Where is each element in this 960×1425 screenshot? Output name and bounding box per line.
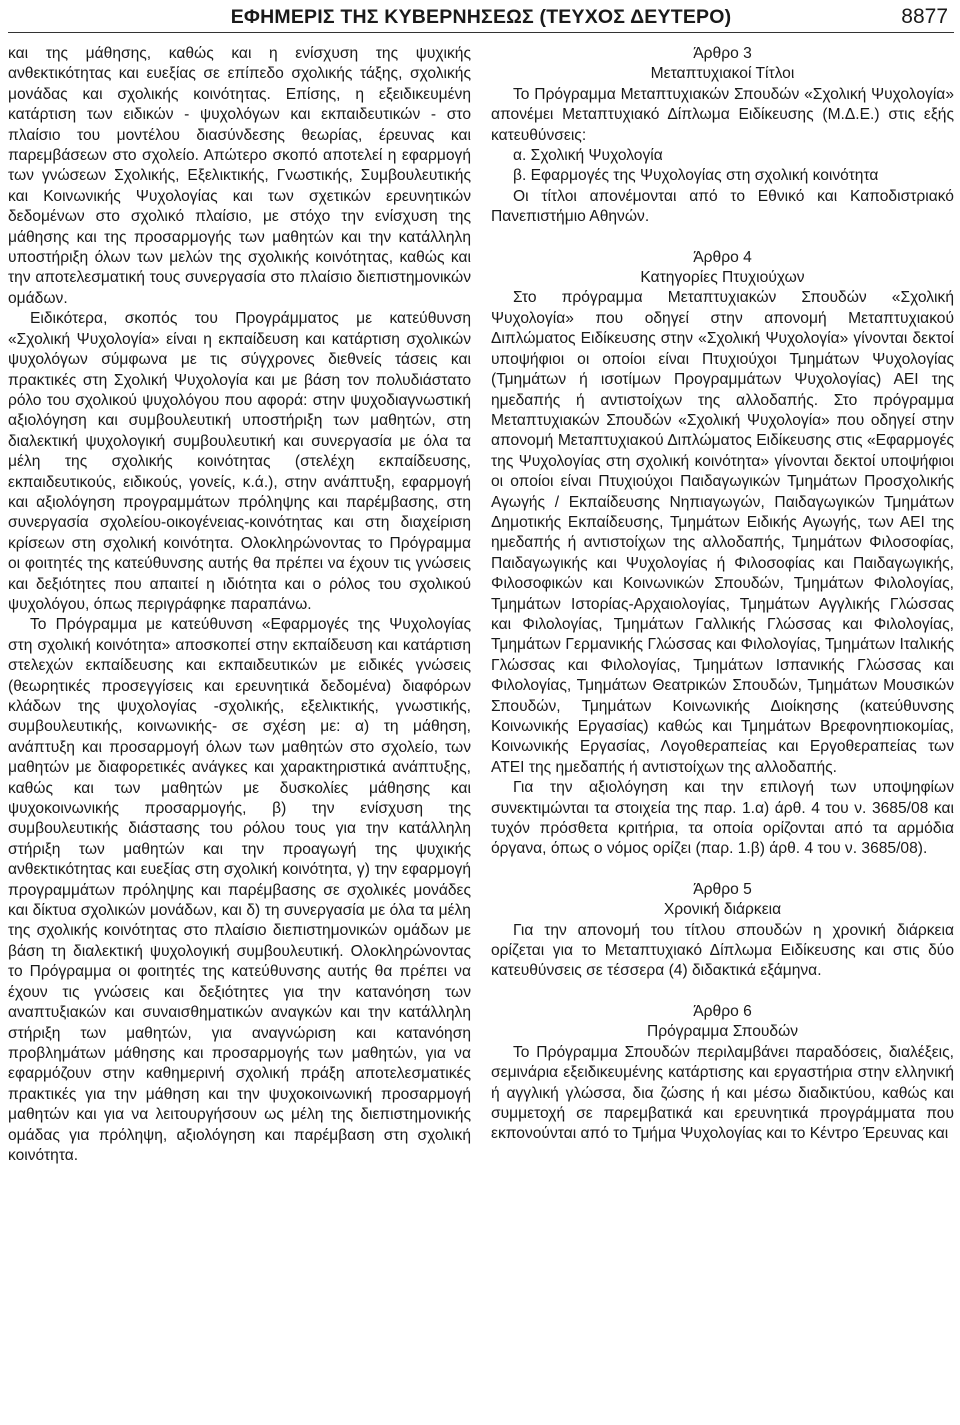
article-5-number: Άρθρο 5: [693, 880, 752, 898]
article-4-number: Άρθρο 4: [693, 248, 752, 266]
page-number: 8877: [901, 5, 948, 28]
spacer: [491, 860, 954, 880]
page-header: [8, 0, 954, 38]
paragraph: Το Πρόγραμμα Μεταπτυχιακών Σπουδών «Σχολική Ψυχολογία» απονέμει Μεταπτυχιακό Δίπλωμα Ειδίκευσης (Μ.Δ.Ε.) στις εξής κατευθύνσεις:: [491, 85, 954, 144]
paragraph: Ειδικότερα, σκοπός του Προγράμματος με κατεύθυνση «Σχολική Ψυχολογία» είναι η εκπαίδευση και κατάρτιση σχολικών ψυχολόγων σύμφωνα με τις σύγχρονες διεθνείς τάσεις και πρακτικές στη Σχολική Ψυχολογία και με βάση τον πολυδιάστατο ρόλο του σχολικού ψυχολόγου που αφορά: στην ψυχοδιαγνωστική αξιολόγηση και συμβουλευτική υποστήριξη των μαθητών, στη διαλεκτική ψυχολογική συμβουλευτική και συνεργασία με όλα τα μέλη της σχολικής κοινότητας (στελέχη εκπαίδευσης, εκπαιδευτικούς, ειδικούς, γονείς, κ.ά.), στην ανάπτυξη, εφαρμογή και αξιολόγηση προγραμμάτων πρόληψης και παρέμβασης, στη συνεργασία σχολείου-οικογένειας-κοινότητας και στη διαχείριση κρίσεων στη σχολική κοινότητα. Ολοκληρώνοντας το Πρόγραμμα οι φοιτητές της κατεύθυνσης αυτής θα πρέπει να έχουν τις γνώσεις και δεξιότητες που απαιτεί η ιδιότητα και ο ρόλος του σχολικού ψυχολόγου, όπως περιγράφηκε παραπάνω.: [8, 310, 471, 613]
article-3-number: Άρθρο 3: [693, 45, 752, 62]
article-5-title: Χρονική διάρκεια: [663, 901, 782, 919]
article-6-title: Πρόγραμμα Σπουδών: [646, 1023, 799, 1041]
article-4-title: Κατηγορίες Πτυχιούχων: [640, 269, 805, 287]
paragraph: Το Πρόγραμμα με κατεύθυνση «Εφαρμογές της Ψυχολογίας στη σχολική κοινότητα» αποσκοπεί στην εκπαίδευση και κατάρτιση στελεχών εκπαίδευσης και εκπαιδευτικών με ειδικές γνώσεις (θεωρητικές προσεγγίσεις και ερευνητικά δεδομένα) διαφόρων κλάδων της ψυχολογίας -σχολικής, εξελικτικής, γνωστικής, συμβουλευτικής, κοινωνικής- σε σχέση με: α) τη μάθηση, ανάπτυξη και προσαρμογή όλων των μαθητών στο σχολείο, των μαθητών με διαφορετικές ανάγκες και χαρακτηριστικά ανάπτυξης, καθώς και των μαθητών με δυσκολίες μάθησης και ψυχοκοινωνικής προσαρμογής, β) την ενίσχυση της συμβουλευτικής διάστασης του ρόλου τους για την κατάλληλη στήριξη των μαθητών και την προαγωγή της ψυχικής ανθεκτικότητας και ευεξίας στη σχολική κοινότητα, γ) την εφαρμογή προγραμμάτων πρόληψης και παρέμβασης σε σχολικές μονάδες και δίκτυα σχολικών μονάδων, και δ) τη συνεργασία με όλα τα μέλη της σχολικής κοινότητας στο πλαίσιο διεπιστημονικών ομάδων με βάση τη διαλεκτική ψυχολογική συμβουλευτική. Ολοκληρώνοντας το Πρόγραμμα οι φοιτητές της κατεύθυνσης αυτής θα πρέπει να έχουν τις γνώσεις και δεξιότητες για την κατανόηση των αναπτυξιακών και συναισθηματικών αναγκών και την κατάλληλη στήριξη των μαθητών, για αναγνώριση και κατανόηση προβλημάτων μάθησης και προσαρμογής των μαθητών, για να εφαρμόζουν στην καθημερινή σχολική πράξη αποτελεσματικές πρακτικές για την μάθηση και την ψυχοκοινωνική προσαρμογή μαθητών και για να λειτουργήσουν ως μέλη της διεπιστημονικής ομάδας για πρόληψη, αξιολόγηση και παρέμβαση στη σχολική κοινότητα.: [8, 616, 471, 1164]
paragraph: Οι τίτλοι απονέμονται από το Εθνικό και Καποδιστριακό Πανεπιστήμιο Αθηνών.: [491, 187, 954, 226]
left-column: [8, 44, 471, 1166]
list-item: β. Εφαρμογές της Ψυχολογίας στη σχολική κοινότητα: [513, 167, 879, 185]
paragraph: Για την απονομή του τίτλου σπουδών η χρονική διάρκεια ορίζεται για το Μεταπτυχιακό Δίπλωμα Ειδίκευσης και στις δύο κατευθύνσεις σε τέσσερα (4) διδακτικά εξάμηνα.: [491, 921, 954, 980]
spacer: [491, 228, 954, 248]
list-item: α. Σχολική Ψυχολογία: [513, 147, 663, 165]
header-rule: [8, 32, 954, 33]
paragraph: Το Πρόγραμμα Σπουδών περιλαμβάνει παραδόσεις, διαλέξεις, σεμινάρια εξειδικευμένης κατάρτισης και εργαστήρια στην ελληνική ή αγγλική γλώσσα, δια ζώσης ή και μέσω διαδικτύου, καθώς και συμμετοχή σε παρεμβατικά και ερευνητικά προγράμματα που εκπονούνται από το Τμήμα Ψυχολογίας και το Κέντρο Έρευνας και: [491, 1043, 954, 1143]
article-3-title: Μεταπτυχιακοί Τίτλοι: [650, 65, 795, 83]
gazette-title: ΕΦΗΜΕΡΙΣ ΤΗΣ ΚΥΒΕΡΝΗΣΕΩΣ (ΤΕΥΧΟΣ ΔΕΥΤΕΡΟ): [230, 6, 732, 28]
paragraph: Για την αξιολόγηση και την επιλογή των υποψηφίων συνεκτιμώνται τα στοιχεία της παρ. 1.α) άρθ. 4 του ν. 3685/08 και τυχόν πρόσθετα κριτήρια, τα οποία ορίζονται από τα αρμόδια όργανα, όπως ο νόμος ορίζει (παρ. 1.β) άρθ. 4 του ν. 3685/08).: [491, 779, 954, 858]
paragraph: Στο πρόγραμμα Μεταπτυχιακών Σπουδών «Σχολική Ψυχολογία» που οδηγεί στην απονομή Μεταπτυχιακού Διπλώματος Ειδίκευσης στην «Σχολική Ψυχολογία» γίνονται δεκτοί υποψήφιοι οι οποίοι είναι Πτυχιούχοι Τμημάτων Ψυχολογίας (Τμημάτων ή ισοτίμων Προγραμμάτων Ψυχολογίας) ΑΕΙ της ημεδαπής ή αντιστοίχων της αλλοδαπής. Στο πρόγραμμα Μεταπτυχιακών Σπουδών «Σχολική Ψυχολογία» που οδηγεί στην απονομή Μεταπτυχιακού Διπλώματος Ειδίκευσης στις «Εφαρμογές της Ψυχολογίας στη σχολική κοινότητα» γίνονται δεκτοί υποψήφιοι οι οποίοι είναι Πτυχιούχοι Παιδαγωγικών Τμημάτων Προσχολικής Αγωγής / Εκπαίδευσης Νηπιαγωγών, Παιδαγωγικών Τμημάτων Δημοτικής Εκπαίδευσης, Τμημάτων Ειδικής Αγωγής, των ΑΕΙ της ημεδαπής ή αντιστοίχων της αλλοδαπής, Τμημάτων Φιλοσοφίας, Παιδαγωγικής και Ψυχολογίας ή Φιλοσοφίας και Παιδαγωγικής, Φιλοσοφικών και Κοινωνικών Σπουδών, Τμημάτων Φιλολογίας, Τμημάτων Ιστορίας-Αρχαιολογίας, Τμημάτων Αγγλικής Γλώσσας και Φιλολογίας, Τμημάτων Γαλλικής Γλώσσας και Φιλολογίας, Τμημάτων Γερμανικής Γλώσσας και Φιλολογίας, Τμημάτων Ιταλικής Γλώσσας και Φιλολογίας, Τμημάτων Ισπανικής Γλώσσας και Φιλολογίας, Τμημάτων Θεατρικών Σπουδών, Τμημάτων Μουσικών Σπουδών, Τμημάτων Κοινωνικής Διοίκησης (κατεύθυνσης Κοινωνικής Εργασίας) καθώς και Τμημάτων Βρεφονηπιοκομίας, Κοινωνικής Εργασίας, Λογοθεραπείας και Εργοθεραπείας των ΑΤΕΙ της ημεδαπής ή αντιστοίχων της αλλοδαπής.: [491, 289, 954, 776]
right-column: [491, 44, 954, 1166]
paragraph: και της μάθησης, καθώς και η ενίσχυση της ψυχικής ανθεκτικότητας και ευεξίας σε επίπεδο σχολικής τάξης, σχολικής μονάδας και σχολικής κοινότητας. Επίσης, η εξειδικευμένη κατάρτιση των ειδικών - ψυχολόγων και εκπαιδευτικών - στο πλαίσιο του μοντέλου διασύνδεσης θεωρίας, έρευνας και παρεμβάσεων στο σχολείο. Απώτερο σκοπό αποτελεί η εφαρμογή των γνώσεων Σχολικής, Εξελικτικής, Γνωστικής, Συμβουλευτικής και Κοινωνικής Ψυχολογίας και των σχετικών ερευνητικών δεδομένων στο σχολικό πλαίσιο, με στόχο την ενίσχυση της μάθησης και της προσαρμογής των μαθητών και την κατάλληλη υποστήριξη όλων των μελών της σχολικής κοινότητας, καθώς και την αποτελεσματική τους συνεργασία στο πλαίσιο διεπιστημονικών ομάδων.: [8, 45, 471, 307]
spacer: [491, 982, 954, 1002]
article-6-number: Άρθρο 6: [693, 1002, 752, 1020]
two-column-body: [8, 44, 954, 1166]
